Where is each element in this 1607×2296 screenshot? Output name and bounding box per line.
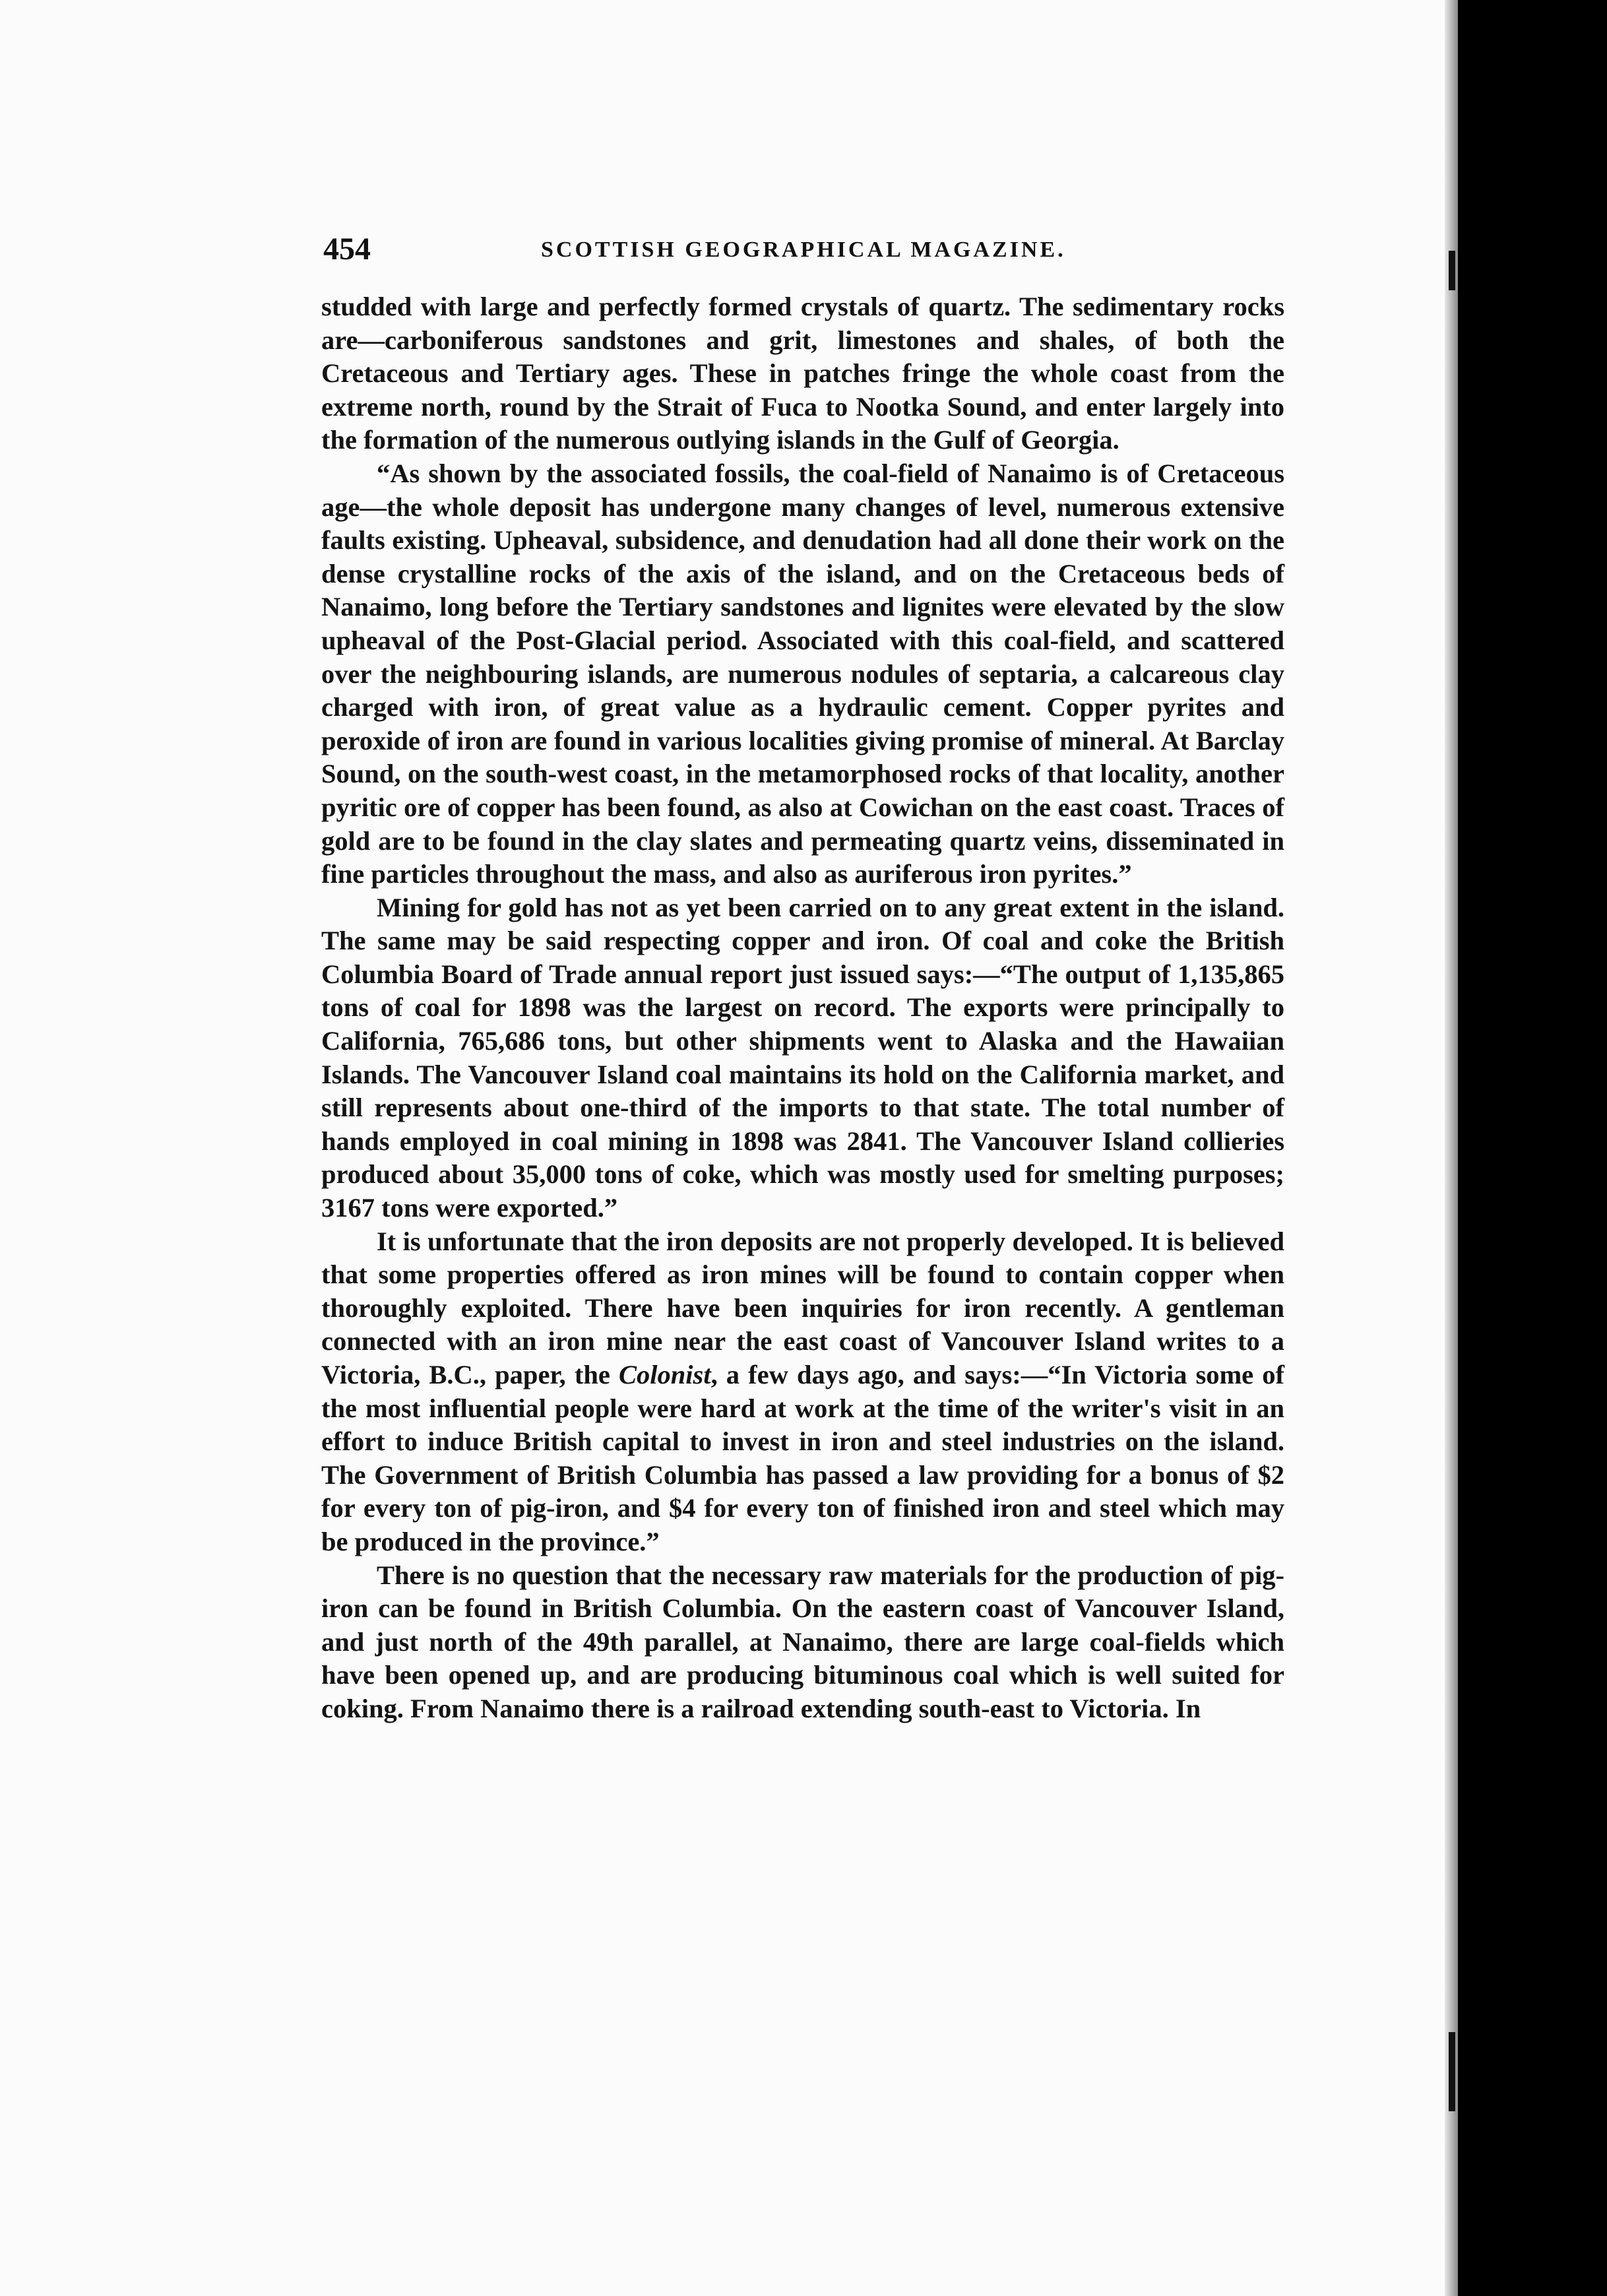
running-head: SCOTTISH GEOGRAPHICAL MAGAZINE. (541, 238, 1066, 262)
paragraph-continuation: studded with large and perfectly formed crystals of quartz. The sedimentary rocks are—carboniferous sandstones and grit, limestones and shales, of both the Cretaceous and Tertiary ages. These in patches fringe the whole coast from the extreme north, round by the Strait of Fuca to Nootka Sound, and enter largely into the formation of the numerous outlying islands in the Gulf of Georgia. (321, 292, 1284, 455)
edge-mark-bottom (1449, 2032, 1455, 2111)
paragraph-quote-geology: “As shown by the associated fossils, the coal-field of Nanaimo is of Cretaceous age—the whole deposit has undergone many changes of level, numerous extensive faults existing. Upheaval, subsidence, and denudation had all done their work on the dense crystalline rocks of the axis of the island, and on the Cretaceous beds of Nanaimo, long before the Tertiary sandstones and lignites were elevated by the slow upheaval of the Post-Glacial period. Associated with this coal-field, and scattered over the neighbouring islands, are numerous nodules of septaria, a calcareous clay charged with iron, of great value as a hydraulic cement. Copper pyrites and peroxide of iron are found in various localities giving promise of mineral. At Barclay Sound, on the south-west coast, in the metamorphosed rocks of that locality, another pyritic ore of copper has been found, as also at Cowichan on the east coast. Traces of gold are to be found in the clay slates and permeating quartz veins, disseminated in fine particles throughout the mass, and also as auriferous iron pyrites.” (321, 458, 1284, 889)
paragraph-iron-text-after: , a few days ago, and says:—“In Victoria some of the most influential people were hard at work at the time of the writer's visit in an effort to induce British capital to invest in iron and steel industries on the island. The Government of British Columbia has passed a law providing for a bonus of $2 for every ton of pig-iron, and $4 for every ton of finished iron and steel which may be produced in the province.” (321, 1360, 1285, 1556)
paragraph-iron-deposits (321, 1225, 1284, 1559)
page-header (323, 231, 1293, 277)
paragraph-mining-coal: Mining for gold has not as yet been carried on to any great extent in the island. The same may be said respecting copper and iron. Of coal and coke the British Columbia Board of Trade annual report just issued says:—“The output of 1,135,865 tons of coal for 1898 was the largest on record. The exports were principally to California, 765,686 tons, but other shipments went to Alaska and the Hawaiian Islands. The Vancouver Island coal maintains its hold on the California market, and still represents about one-third of the imports to that state. The total number of hands employed in coal mining in 1898 was 2841. The Vancouver Island collieries produced about 35,000 tons of coke, which was mostly used for smelting purposes; 3167 tons were exported.” (321, 892, 1284, 1223)
article-body (321, 290, 1284, 1726)
page-fold-shadow (1445, 0, 1458, 2296)
newspaper-title: Colonist (619, 1360, 711, 1389)
edge-mark-top (1449, 251, 1455, 290)
paragraph-iron-text-before: It is unfortunate that the iron deposits are not properly developed. It is believed that some properties offered as iron mines will be found to contain copper when thoroughly exploited. There have been inquiries for iron recently. A gentleman connected with an iron mine near the east coast of Vancouver Island writes to a Victoria, B.C., paper, the (321, 1226, 1284, 1389)
paragraph-pig-iron: There is no question that the necessary raw materials for the production of pig-iron can be found in British Columbia. On the eastern coast of Vancouver Island, and just north of the 49th parallel, at Nanaimo, there are large coal-fields which have been opened up, and are producing bituminous coal which is well suited for coking. From Nanaimo there is a railroad extending south-east to Victoria. In (321, 1560, 1284, 1723)
page-number: 454 (323, 232, 371, 267)
